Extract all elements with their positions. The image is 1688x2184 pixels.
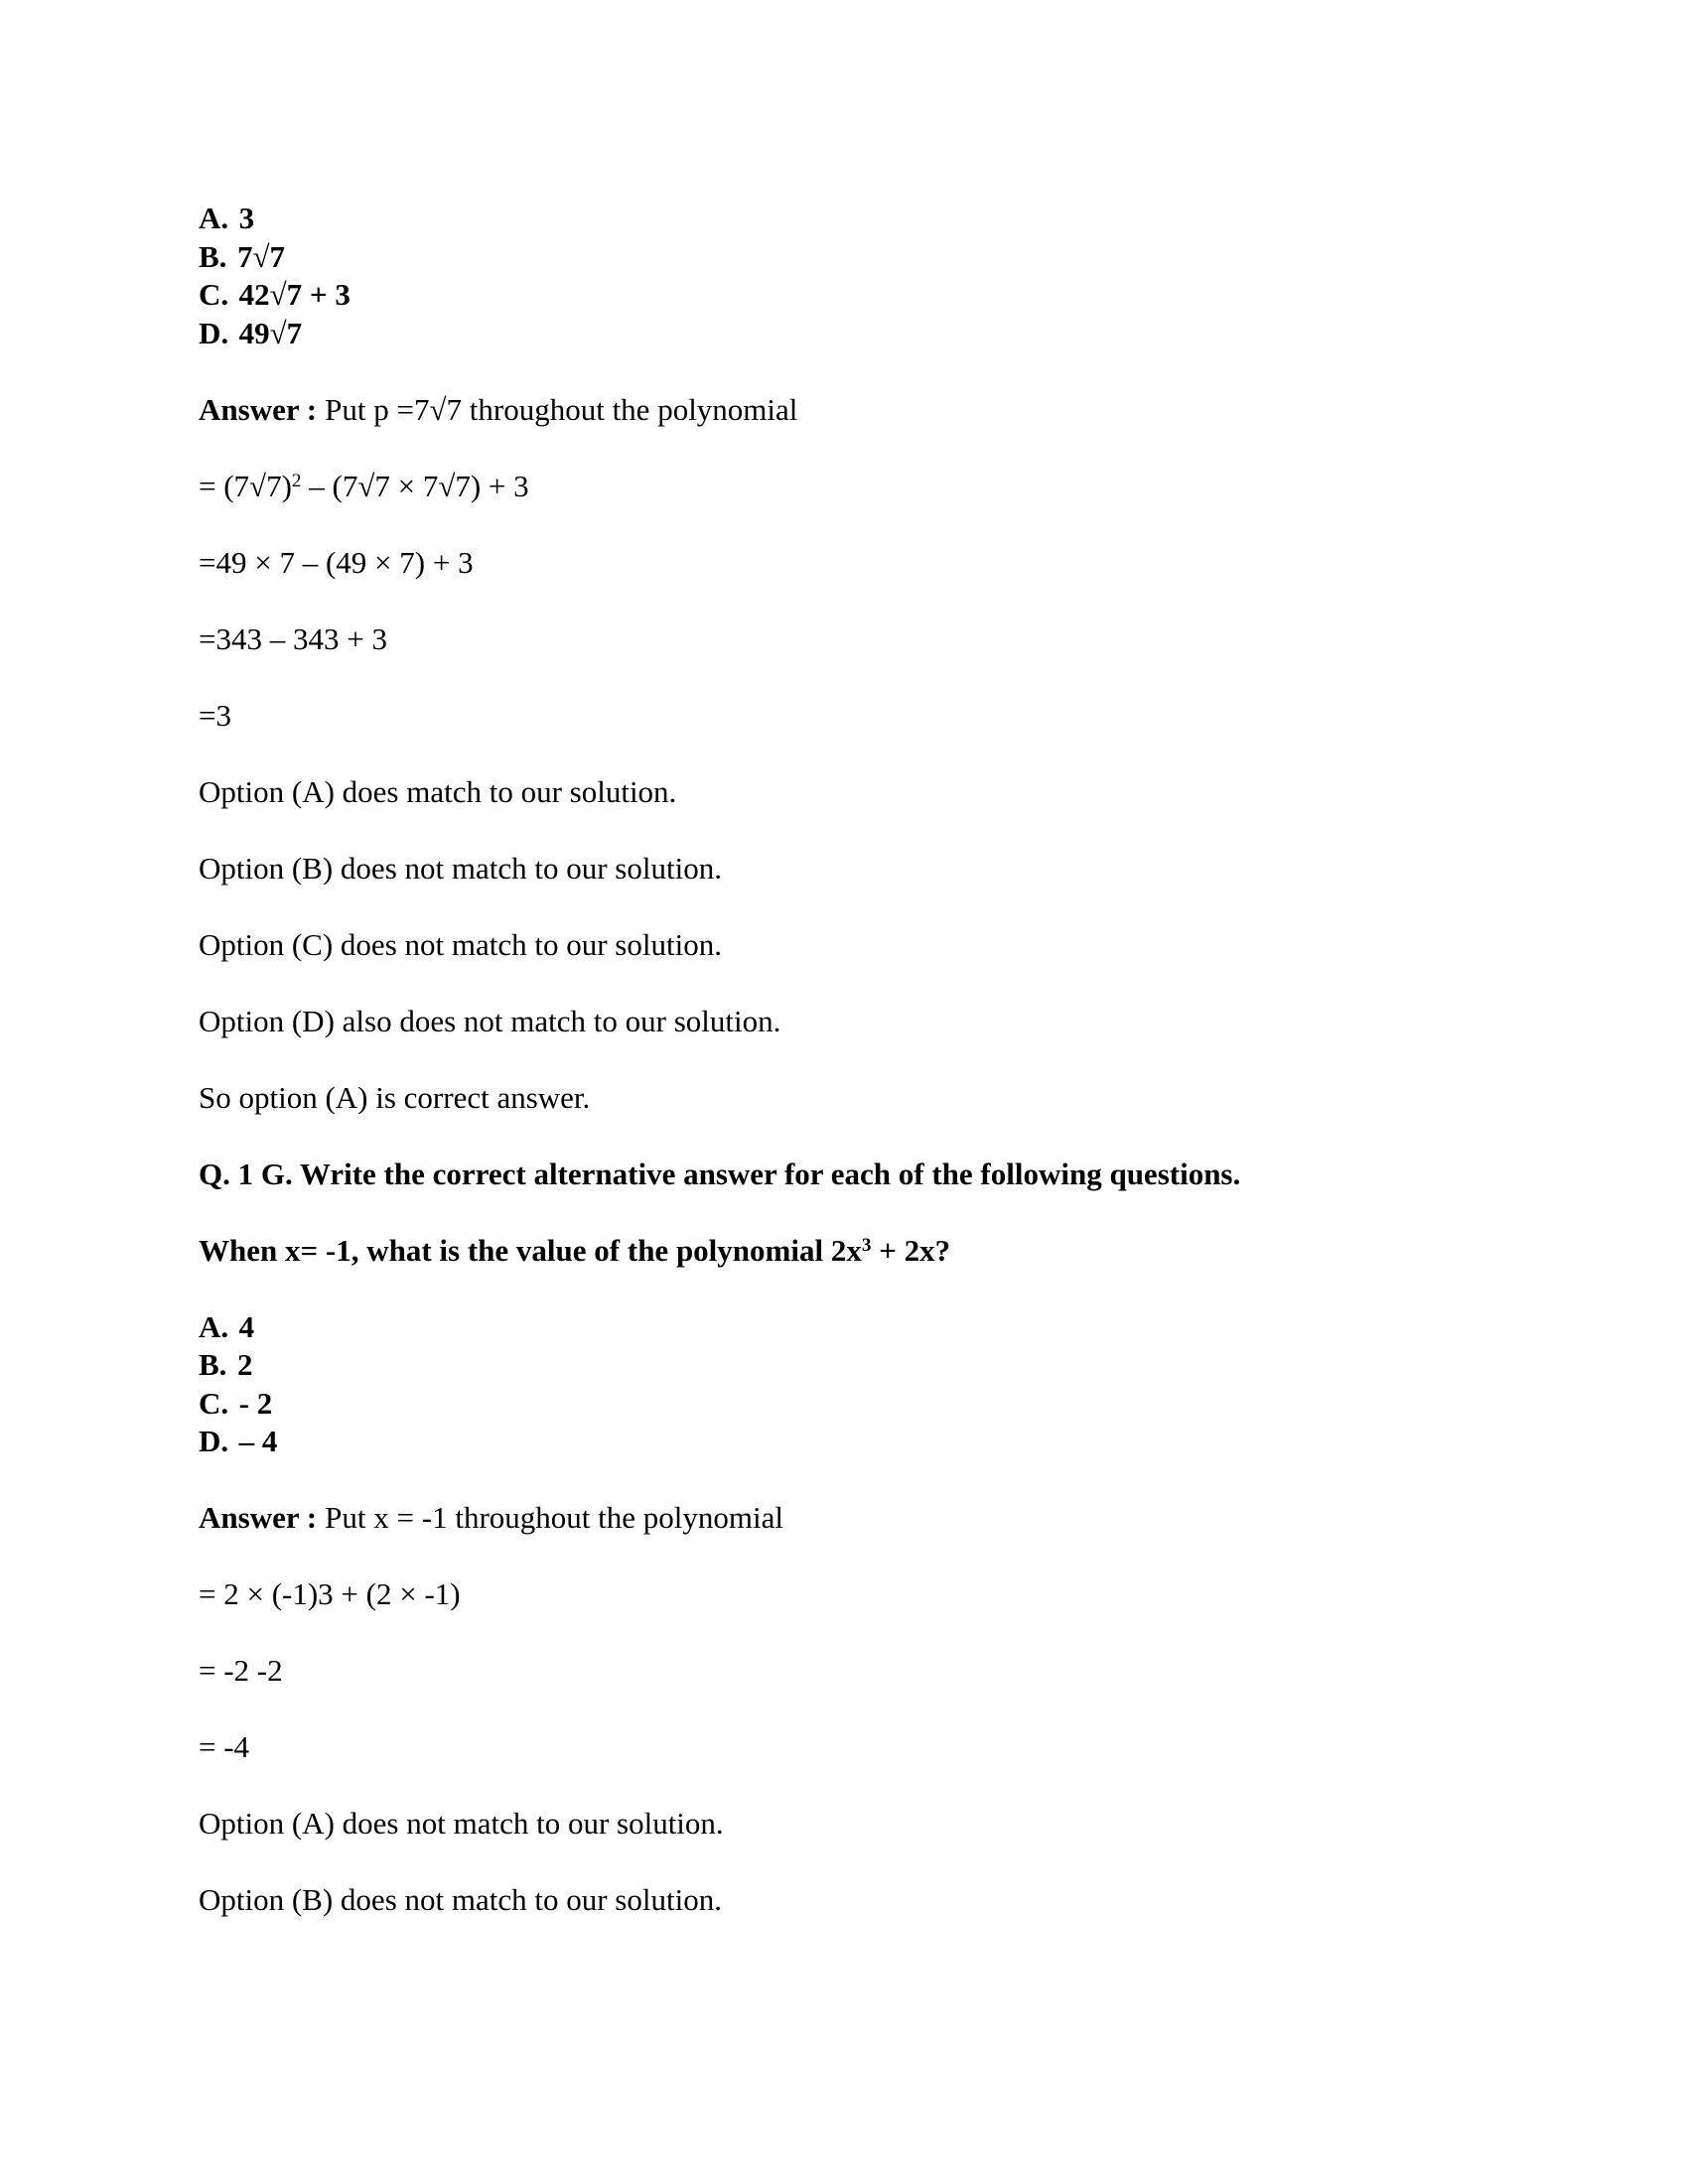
option-check-c: Option (C) does not match to our solution. (199, 926, 722, 962)
equation-line-4: =3 (199, 697, 231, 733)
equation-1-superscript: 2 (291, 470, 302, 491)
option-line-a (199, 200, 1569, 238)
option-check-d: Option (D) also does not match to our solution. (199, 1003, 781, 1038)
question-text-pre: When x= -1, what is the value of the polynomial 2x (199, 1232, 862, 1268)
option-check-a: Option (A) does match to our solution. (199, 773, 677, 809)
option-b-value: 7√7 (236, 238, 285, 274)
answer-intro: Put x = -1 throughout the polynomial (325, 1500, 783, 1535)
equation-line-2: = -2 -2 (199, 1653, 283, 1688)
option-a-label: A. (199, 1308, 229, 1344)
question-1g-heading: Q. 1 G. Write the correct alternative answer for each of the following questions. (199, 1156, 1241, 1191)
option-b-label: B. (199, 238, 227, 274)
option-d-label: D. (199, 315, 229, 350)
option-a-value: 4 (238, 1308, 255, 1344)
prev-options-list (199, 200, 1569, 352)
equation-1-post: – (7√7 × 7√7) + 3 (301, 468, 529, 503)
equation-line-3: =343 – 343 + 3 (199, 620, 387, 656)
option-line-b (199, 1346, 1569, 1385)
option-a-value: 3 (238, 201, 255, 235)
answer-label: Answer : (199, 391, 318, 427)
answer-line (199, 1499, 1569, 1538)
option-d-value: – 4 (238, 1424, 278, 1458)
equation-line-3: = -4 (199, 1729, 250, 1764)
q1g-options-list (199, 1308, 1569, 1461)
option-check-b: Option (B) does not match to our solution. (199, 850, 722, 886)
question-text-superscript: 3 (861, 1234, 872, 1256)
option-check-a: Option (A) does not match to our solution. (199, 1806, 724, 1841)
option-a-label: A. (199, 201, 229, 235)
question-1g (199, 1156, 1569, 1920)
conclusion-line: So option (A) is correct answer. (199, 1079, 591, 1115)
option-line-a (199, 1308, 1569, 1347)
option-line-c (199, 276, 1569, 315)
option-c-label: C. (199, 1385, 229, 1421)
answer-line (199, 391, 1569, 430)
option-line-c (199, 1385, 1569, 1424)
option-check-b: Option (B) does not match to our solution. (199, 1882, 722, 1917)
option-d-value: 49√7 (238, 315, 303, 350)
equation-line-2: =49 × 7 – (49 × 7) + 3 (199, 544, 474, 580)
equation-line-1 (199, 468, 1569, 506)
answer-label: Answer : (199, 1500, 318, 1535)
option-c-value: - 2 (238, 1385, 273, 1421)
option-c-value: 42√7 + 3 (238, 277, 351, 312)
option-line-d (199, 1423, 1569, 1461)
option-b-value: 2 (236, 1347, 253, 1382)
prev-question-solution (199, 200, 1569, 1117)
option-b-label: B. (199, 1347, 227, 1382)
option-line-b (199, 238, 1569, 277)
option-d-label: D. (199, 1424, 229, 1458)
equation-1-pre: = (7√7) (199, 468, 292, 503)
question-1g-text (199, 1232, 1569, 1271)
option-c-label: C. (199, 277, 229, 312)
question-text-post: + 2x? (871, 1232, 951, 1268)
option-line-d (199, 315, 1569, 353)
equation-line-1: = 2 × (-1)3 + (2 × -1) (199, 1576, 461, 1611)
answer-intro: Put p =7√7 throughout the polynomial (325, 391, 798, 427)
